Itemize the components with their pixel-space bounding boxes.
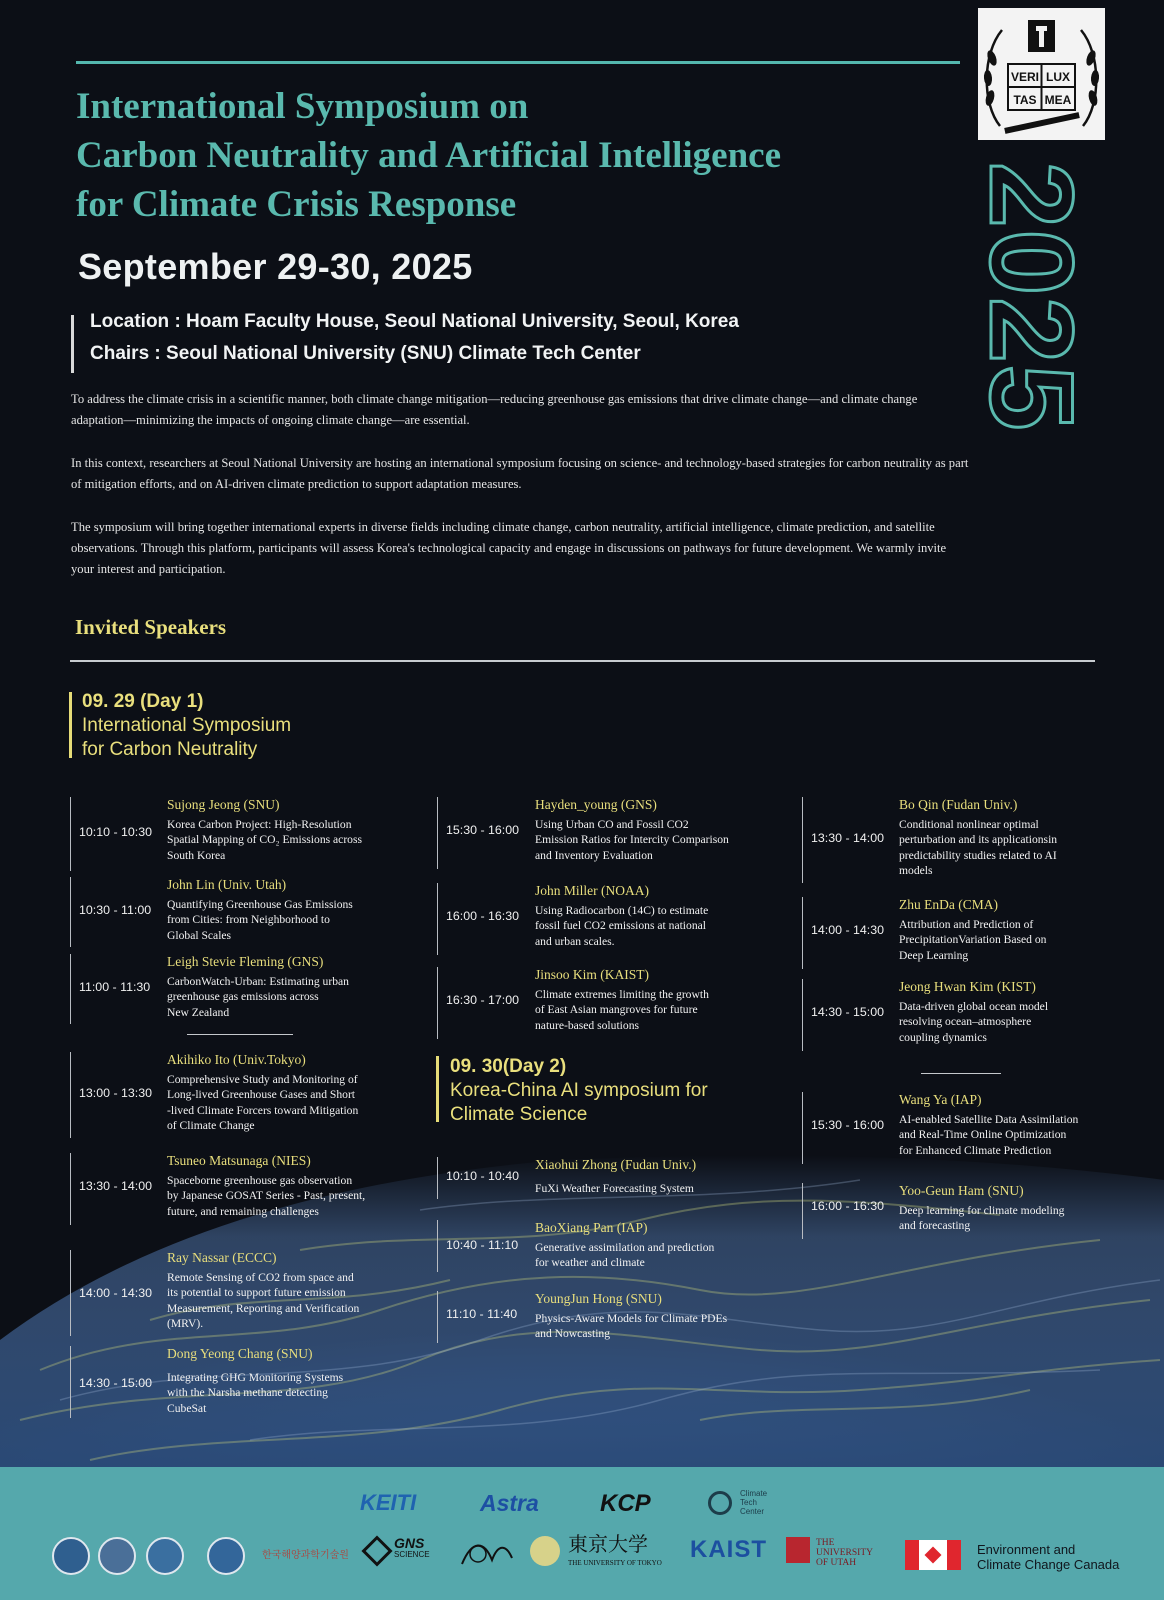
- day2-line2: Climate Science: [450, 1104, 588, 1125]
- speaker-name: John Miller (NOAA): [535, 883, 649, 898]
- speaker-name: Ray Nassar (ECCC): [167, 1250, 277, 1265]
- nies-logo-icon: [458, 1534, 514, 1570]
- talk-line: coupling dynamics: [899, 1030, 987, 1044]
- climate-tech-center-icon: [708, 1491, 732, 1515]
- slot-time: 15:30 - 16:00: [811, 1118, 885, 1132]
- slot-time: 10:30 - 11:00: [79, 903, 152, 917]
- tokyo-text: 東京大学: [568, 1534, 648, 1556]
- event-date: September 29-30, 2025: [78, 246, 473, 287]
- talk-title: [167, 1270, 427, 1332]
- talk-line: of Climate Change: [167, 1119, 255, 1133]
- talk-line: Conditional nonlinear optimal: [899, 818, 1039, 831]
- kaist-logo: KAIST: [690, 1536, 767, 1563]
- schedule-slot: [70, 1052, 421, 1138]
- slot-time: 16:00 - 16:30: [811, 1199, 885, 1213]
- talk-line: Attribution and Prediction of: [899, 918, 1034, 931]
- talk-line: Integrating GHG Monitoring Systems: [167, 1371, 344, 1384]
- schedule-slot: [802, 1092, 1129, 1164]
- intro-paragraph-1: To address the climate crisis in a scientific manner, both climate change mitigation—reducing greenhouse gas emissions that drive climate change—and climate change adaptation—minimizing the impacts of ongoing climate change—are essential.: [71, 392, 918, 427]
- talk-title: [899, 1203, 1129, 1234]
- gns-logo: [394, 1537, 430, 1561]
- talk-line: and Inventory Evaluation: [535, 848, 653, 862]
- top-rule: [76, 61, 960, 64]
- talk-line: Measurement, Reporting and Verification: [167, 1301, 360, 1315]
- schedule-slot: [802, 897, 1129, 969]
- year-vertical: [965, 162, 1097, 502]
- talk-line: Comprehensive Study and Monitoring of: [167, 1073, 358, 1086]
- schedule-slot: [802, 979, 1129, 1051]
- schedule-slot: [437, 967, 783, 1039]
- talk-line: and urban scales.: [535, 934, 615, 948]
- talk-line: fossil fuel CO2 emissions at national: [535, 919, 706, 933]
- schedule-slot: [437, 1291, 783, 1343]
- noaa-seal-icon: [52, 1537, 90, 1575]
- climate-tech-center-logo: [740, 1489, 767, 1516]
- utah-line: UNIVERSITY: [816, 1548, 873, 1558]
- talk-line: Global Scales: [167, 928, 232, 942]
- talk-line: Using Urban CO and Fossil CO2: [535, 818, 689, 831]
- talk-title: [167, 1370, 427, 1416]
- schedule-slot: [70, 954, 421, 1024]
- speaker-name: Xiaohui Zhong (Fudan Univ.): [535, 1157, 697, 1172]
- talk-line: for weather and climate: [535, 1256, 645, 1270]
- slot-time: 14:00 - 14:30: [811, 923, 885, 937]
- speaker-name: BaoXiang Pan (IAP): [535, 1220, 648, 1235]
- talk-line: and forecasting: [899, 1219, 971, 1233]
- talk-title: [899, 817, 1129, 879]
- speaker-name: Tsuneo Matsunaga (NIES): [167, 1153, 311, 1168]
- talk-line: CarbonWatch-Urban: Estimating urban: [167, 975, 349, 988]
- snu-crest-logo: [978, 8, 1105, 140]
- tokyo-emblem-icon: [530, 1536, 560, 1566]
- day1-line1: International Symposium: [82, 715, 292, 736]
- crest-text-lux: LUX: [1046, 70, 1070, 84]
- talk-line: and Nowcasting: [535, 1327, 611, 1341]
- talk-title: [167, 1173, 427, 1219]
- keiti-logo: KEITI: [360, 1490, 417, 1515]
- talk-title: [535, 903, 783, 949]
- talk-line: Remote Sensing of CO2 from space and: [167, 1271, 354, 1284]
- day2-date: 09. 30(Day 2): [450, 1056, 567, 1077]
- talk-line: Spatial Mapping of CO₂ Emissions across: [167, 833, 363, 847]
- crest-text-tas: TAS: [1013, 93, 1037, 107]
- talk-line: -lived Climate Forcers toward Mitigation: [167, 1103, 359, 1117]
- talk-line: Physics-Aware Models for Climate PDEs: [535, 1312, 728, 1325]
- day1-date: 09. 29 (Day 1): [82, 691, 204, 712]
- talk-line: Deep Learning: [899, 948, 969, 962]
- talk-line: Spaceborne greenhouse gas observation: [167, 1174, 353, 1187]
- talk-title: [167, 1072, 427, 1134]
- location-bar: [71, 315, 74, 373]
- gns-text: GNS: [394, 1535, 425, 1551]
- talk-line: future, and remaining challenges: [167, 1204, 319, 1218]
- tokyo-subtext: THE UNIVERSITY OF TOKYO: [568, 1559, 662, 1567]
- talk-line: PrecipitationVariation Based on: [899, 933, 1047, 947]
- speaker-name: Wang Ya (IAP): [899, 1092, 982, 1107]
- kiost-logo: 한국해양과학기술원: [262, 1550, 349, 1561]
- slot-time: 10:10 - 10:30: [79, 825, 153, 839]
- talk-line: Long-lived Greenhouse Gases and Short: [167, 1088, 356, 1102]
- talk-line: New Zealand: [167, 1005, 230, 1019]
- location-text: Location : Hoam Faculty House, Seoul National University, Seoul, Korea: [90, 311, 739, 332]
- schedule-slot: [437, 1157, 783, 1199]
- speaker-name: Yoo-Geun Ham (SNU): [899, 1183, 1024, 1198]
- schedule-slot: [70, 1153, 421, 1225]
- schedule-slot: [437, 797, 783, 869]
- talk-line: Quantifying Greenhouse Gas Emissions: [167, 898, 353, 911]
- talk-line: Climate extremes limiting the growth: [535, 988, 709, 1001]
- break-separator: [921, 1073, 1001, 1074]
- eccc-line: Climate Change Canada: [977, 1557, 1120, 1572]
- ctc-line: Center: [740, 1507, 765, 1516]
- talk-line: resolving ocean–atmosphere: [899, 1015, 1032, 1029]
- speaker-name: Jinsoo Kim (KAIST): [535, 967, 649, 982]
- title-line-1: International Symposium on: [76, 86, 529, 127]
- talk-title: [167, 974, 427, 1020]
- schedule-slot: [70, 1250, 421, 1336]
- eccc-logo: [977, 1542, 1119, 1572]
- day2-line1: Korea-China AI symposium for: [450, 1080, 708, 1101]
- talk-line: FuXi Weather Forecasting System: [535, 1182, 694, 1195]
- talk-line: for Enhanced Climate Prediction: [899, 1143, 1052, 1157]
- talk-line: Using Radiocarbon (14C) to estimate: [535, 904, 709, 917]
- talk-line: and Real-Time Online Optimization: [899, 1128, 1067, 1142]
- invited-speakers-heading: Invited Speakers: [75, 615, 227, 639]
- talk-line: greenhouse gas emissions across: [167, 990, 319, 1004]
- slot-time: 11:00 - 11:30: [79, 980, 151, 994]
- slot-time: 13:30 - 14:00: [79, 1179, 153, 1193]
- slot-time: 14:30 - 15:00: [811, 1005, 885, 1019]
- eccc-line: Environment and: [977, 1542, 1076, 1557]
- talk-line: Data-driven global ocean model: [899, 1000, 1049, 1013]
- ctc-line: Climate: [740, 1489, 768, 1498]
- slot-time: 16:00 - 16:30: [446, 909, 520, 923]
- slot-time: 14:30 - 15:00: [79, 1376, 153, 1390]
- talk-line: predictability studies related to AI: [899, 848, 1057, 862]
- talk-title: [535, 1181, 783, 1196]
- talk-line: South Korea: [167, 848, 226, 862]
- slot-time: 11:10 - 11:40: [446, 1307, 518, 1321]
- talk-title: [535, 987, 783, 1033]
- talk-line: nature-based solutions: [535, 1018, 639, 1032]
- schedule-slot: [70, 1346, 421, 1418]
- talk-line: perturbation and its applicationsin: [899, 833, 1058, 847]
- intro-paragraph-2: In this context, researchers at Seoul National University are hosting an international symposium focusing on science- and technology-based strategies for carbon neutrality as part of mitigation efforts, and on AI-driven climate prediction to support adaptation measures.: [71, 456, 969, 491]
- speaker-name: Leigh Stevie Fleming (GNS): [167, 954, 324, 969]
- day1-line2: for Carbon Neutrality: [82, 739, 258, 760]
- day2-bar: [436, 1056, 439, 1122]
- canada-flag-icon: [905, 1540, 961, 1570]
- slot-time: 10:10 - 10:40: [446, 1169, 520, 1183]
- talk-line: models: [899, 864, 933, 878]
- utah-logo: [816, 1538, 873, 1568]
- intro-paragraph-3: The symposium will bring together international experts in diverse fields including climate change, carbon neutrality, artificial intelligence, climate prediction, and satellite observations. Through this platform, participants will assess Korea's technological capacity and engage in discussions on pathways for future development. We warmly invite your interest and participation.: [71, 520, 947, 576]
- talk-title: [535, 1240, 783, 1271]
- schedule-slot: [437, 1220, 783, 1272]
- iap-seal-icon: [146, 1537, 184, 1575]
- talk-line: AI-enabled Satellite Data Assimilation: [899, 1113, 1079, 1126]
- university-seal-icon: [98, 1537, 136, 1575]
- talk-line: of East Asian mangroves for future: [535, 1003, 698, 1017]
- speaker-name: Jeong Hwan Kim (KIST): [899, 979, 1036, 994]
- talk-line: Generative assimilation and prediction: [535, 1241, 715, 1254]
- talk-title: [899, 917, 1129, 963]
- crest-text-veri: VERI: [1010, 70, 1040, 84]
- kcp-logo: KCP: [600, 1490, 651, 1517]
- gns-subtext: SCIENCE: [394, 1550, 430, 1559]
- speaker-name: YoungJun Hong (SNU): [535, 1291, 662, 1306]
- crest-text-mea: MEA: [1044, 93, 1072, 107]
- speakers-rule: [70, 660, 1095, 662]
- speaker-name: Bo Qin (Fudan Univ.): [899, 797, 1018, 812]
- talk-title: [535, 817, 783, 863]
- talk-title: [535, 1311, 783, 1342]
- speaker-name: Sujong Jeong (SNU): [167, 797, 280, 812]
- speaker-name: Dong Yeong Chang (SNU): [167, 1346, 313, 1361]
- talk-title: [899, 999, 1129, 1045]
- talk-line: Deep learning for climate modeling: [899, 1204, 1065, 1217]
- talk-line: CubeSat: [167, 1401, 207, 1415]
- talk-line: Korea Carbon Project: High-Resolution: [167, 818, 352, 831]
- schedule-slot: [802, 797, 1129, 883]
- chairs-text: Chairs : Seoul National University (SNU) Climate Tech Center: [90, 343, 641, 364]
- symposium-title: [76, 82, 956, 229]
- talk-title: [167, 897, 427, 943]
- day1-title: [82, 690, 291, 762]
- day2-title: [450, 1055, 708, 1127]
- talk-line: from Cities: from Neighborhood to: [167, 913, 330, 927]
- slot-time: 15:30 - 16:00: [446, 823, 520, 837]
- talk-line: with the Narsha methane detecting: [167, 1386, 328, 1400]
- astra-logo: Astra: [480, 1490, 539, 1516]
- slot-time: 10:40 - 11:10: [446, 1238, 519, 1252]
- talk-line: by Japanese GOSAT Series - Past, present,: [167, 1189, 366, 1203]
- slot-time: 13:00 - 13:30: [79, 1086, 153, 1100]
- lunch-separator: [187, 1034, 293, 1035]
- cma-seal-icon: [207, 1537, 245, 1575]
- talk-line: its potential to support future emission: [167, 1286, 346, 1300]
- slot-time: 14:00 - 14:30: [79, 1286, 153, 1300]
- ctc-line: Tech: [740, 1498, 757, 1507]
- utah-line: OF UTAH: [816, 1558, 857, 1568]
- schedule-slot: [802, 1183, 1129, 1239]
- speaker-name: Akihiko Ito (Univ.Tokyo): [167, 1052, 306, 1067]
- schedule-slot: [70, 877, 421, 947]
- speaker-name: John Lin (Univ. Utah): [167, 877, 287, 892]
- talk-line: (MRV).: [167, 1317, 204, 1331]
- year-text: 2025: [965, 162, 1097, 433]
- title-line-2: Carbon Neutrality and Artificial Intelligence: [76, 135, 781, 176]
- schedule-slot: [437, 883, 783, 955]
- title-line-3: for Climate Crisis Response: [76, 184, 517, 225]
- slot-time: 13:30 - 14:00: [811, 831, 885, 845]
- utah-line: THE: [816, 1538, 835, 1548]
- speaker-name: Hayden_young (GNS): [535, 797, 657, 812]
- talk-title: [167, 817, 427, 863]
- schedule-slot: [70, 797, 421, 871]
- slot-time: 16:30 - 17:00: [446, 993, 520, 1007]
- utah-u-icon: [786, 1537, 810, 1563]
- speaker-name: Zhu EnDa (CMA): [899, 897, 998, 912]
- day1-bar: [69, 692, 72, 758]
- talk-title: [899, 1112, 1129, 1158]
- tokyo-logo: [568, 1534, 662, 1570]
- talk-line: Emission Ratios for Intercity Comparison: [535, 833, 729, 847]
